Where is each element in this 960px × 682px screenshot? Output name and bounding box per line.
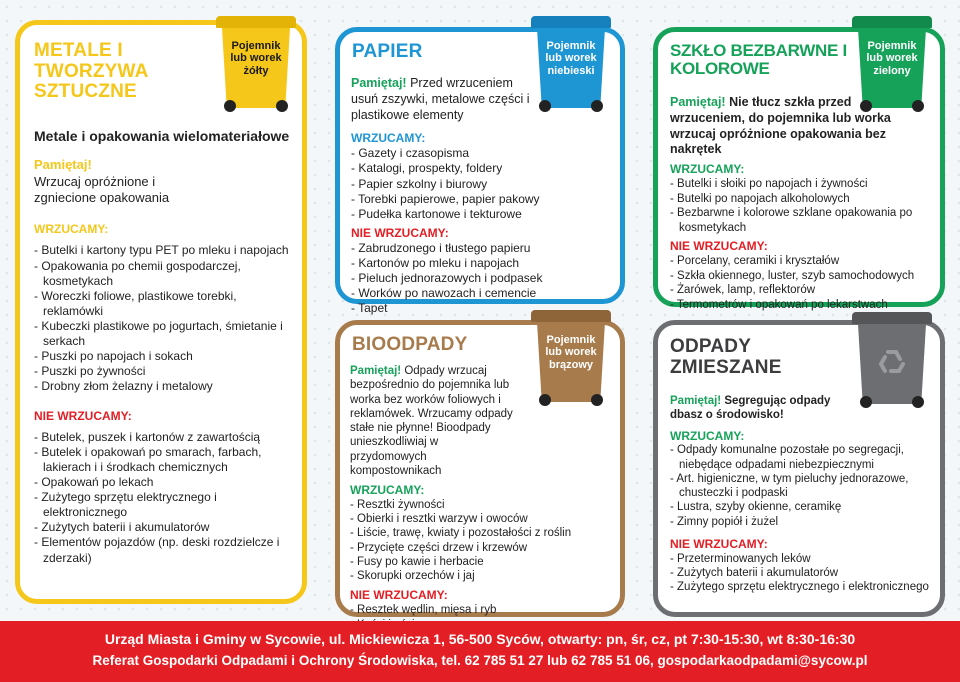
section-yes: WRZUCAMY: [670, 162, 745, 176]
list-item: - Butelki i słoiki po napojach i żywności [670, 177, 938, 191]
list-item: - Papier szkolny i biurowy [351, 177, 613, 192]
list-item: - Skorupki orzechów i jaj [350, 569, 616, 583]
note-text: Wrzucaj opróżnione i zgniecione opakowania [34, 173, 170, 205]
list-item: - Pieluch jednorazowych i podpasek [351, 271, 613, 286]
list-item: - Zużytych baterii i akumulatorów [34, 520, 296, 535]
yes-list [670, 177, 938, 235]
card-title: SZKŁO BEZBARWNE I KOLOROWE [670, 41, 847, 79]
yellow-bin-icon [216, 16, 296, 116]
no-list [34, 430, 296, 566]
list-item: - Elementów pojazdów (np. deski rozdzielcze i zderzaki) [34, 535, 296, 565]
list-item: - Butelki po napojach alkoholowych [670, 192, 938, 206]
note-title: Pamiętaj! [350, 365, 402, 377]
list-item: - Torebki papierowe, papier pakowy [351, 192, 613, 207]
note-title: Pamiętaj! [34, 157, 92, 173]
section-yes: WRZUCAMY: [670, 428, 745, 443]
list-item: - Butelek i opakowań po smarach, farbach, lakierach i i środkach chemicznych [34, 445, 296, 475]
footer-banner [0, 621, 960, 682]
list-item: - Zużytego sprzętu elektrycznego i elektronicznego [34, 490, 296, 520]
list-item: - Puszki po żywności [34, 364, 296, 379]
content-papier [351, 76, 613, 317]
list-item: - Zabrudzonego i tłustego papieru [351, 241, 613, 256]
content-zmieszane [670, 394, 940, 595]
list-item: - Lustra, szyby okienne, ceramikę [670, 500, 940, 514]
list-item: - Zużytego sprzętu elektrycznego i elektronicznego [670, 580, 940, 594]
list-item: - Obierki i resztki warzyw i owoców [350, 512, 616, 526]
note-text: Segregując odpady dbasz o środowisko! [670, 395, 831, 422]
list-item: - Drobny złom żelazny i metalowy [34, 379, 296, 394]
list-item: - Przycięte części drzew i krzewów [350, 541, 616, 555]
subhead: Metale i opakowania wielomateriałowe [34, 128, 290, 144]
list-item: - Fusy po kawie i herbacie [350, 555, 616, 569]
section-yes: WRZUCAMY: [350, 483, 425, 497]
footer-contact: Referat Gospodarki Odpadami i Ochrony Środowiska, tel. 62 785 51 27 lub 62 785 51 06, gospodarkaodpadami@sycow.pl [92, 653, 868, 668]
content-metale [34, 127, 296, 566]
note-text: Odpady wrzucaj bezpośrednio do pojemnika lub worka bez worków foliowych i reklamówek. Wrzucamy odpady stałe nie płynne! Bioodpady unieszkodliwiaj w przydomowych kompostownikach [350, 365, 513, 477]
yes-list [34, 243, 296, 394]
section-yes: WRZUCAMY: [351, 131, 426, 146]
list-item: - Butelek, puszek i kartonów z zawartością [34, 430, 296, 445]
section-no: NIE WRZUCAMY: [670, 239, 768, 254]
section-no: NIE WRZUCAMY: [350, 588, 448, 603]
bin-label: Pojemnik lub worek brązowy [545, 334, 597, 371]
no-list [670, 254, 938, 312]
list-item: - Woreczki foliowe, plastikowe torebki, reklamówki [34, 289, 296, 319]
no-list [670, 552, 940, 595]
section-yes: WRZUCAMY: [34, 222, 109, 237]
note-text: Przed wrzuceniem usuń zszywki, metalowe części i plastikowe elementy [351, 76, 530, 122]
list-item: - Art. higieniczne, w tym pieluchy jednorazowe, chusteczki i podpaski [670, 472, 940, 501]
list-item: - Opakowań po lekach [34, 475, 296, 490]
card-title: PAPIER [352, 41, 423, 62]
list-item: - Kartonów po mleku i napojach [351, 256, 613, 271]
card-title: BIOODPADY [352, 334, 468, 355]
list-item: - Tapet [351, 301, 613, 316]
list-item: - Gazety i czasopisma [351, 146, 613, 161]
note-text: Nie tłucz szkła przed wrzuceniem, do pojemnika lub worka wrzucaj opróżnione opakowania bez nakrętek [670, 95, 891, 157]
section-no: NIE WRZUCAMY: [34, 408, 132, 423]
footer-address: Urząd Miasta i Gminy w Sycowie, ul. Mickiewicza 1, 56-500 Syców, otwarty: pn, śr, cz, pt 7:30-15:30, wt 8:30-16:30 [104, 631, 856, 647]
content-szklo [670, 95, 938, 312]
section-no: NIE WRZUCAMY: [670, 536, 768, 551]
note-title: Pamiętaj! [670, 395, 722, 407]
yes-list [670, 443, 940, 529]
no-list [351, 241, 613, 317]
note-title: Pamiętaj! [670, 95, 726, 109]
recycle-icon [876, 346, 908, 378]
list-item: - Zużytych baterii i akumulatorów [670, 566, 940, 580]
list-item: - Porcelany, ceramiki i kryształów [670, 254, 938, 268]
list-item: - Katalogi, prospekty, foldery [351, 161, 613, 176]
bin-label: Pojemnik lub worek niebieski [545, 40, 597, 77]
list-item: - Pudełka kartonowe i tekturowe [351, 207, 613, 222]
list-item: - Resztki żywności [350, 498, 616, 512]
card-title: METALE I TWORZYWA SZTUCZNE [34, 40, 148, 103]
note-title: Pamiętaj! [351, 76, 407, 90]
list-item: - Bezbarwne i kolorowe szklane opakowania po kosmetykach [670, 206, 938, 235]
list-item: - Przeterminowanych leków [670, 552, 940, 566]
yes-list [351, 146, 613, 222]
list-item: - Żarówek, lamp, reflektorów [670, 283, 938, 297]
bin-label: Pojemnik lub worek zielony [866, 40, 918, 77]
list-item: - Worków po nawozach i cemencie [351, 286, 613, 301]
list-item: - Szkła okiennego, luster, szyb samochodowych [670, 269, 938, 283]
card-title: ODPADY ZMIESZANE [670, 336, 782, 378]
list-item: - Puszki po napojach i sokach [34, 349, 296, 364]
list-item: - Liście, trawę, kwiaty i pozostałości z roślin [350, 526, 616, 540]
list-item: - Termometrów i opakowań po lekarstwach [670, 298, 938, 312]
content-bioodpady [350, 364, 616, 632]
list-item: - Resztek wędlin, mięsa i ryb [350, 603, 616, 617]
yes-list [350, 498, 616, 584]
list-item: - Butelki i kartony typu PET po mleku i napojach [34, 243, 296, 258]
list-item: - Zimny popiół i żużel [670, 515, 940, 529]
section-no: NIE WRZUCAMY: [351, 225, 449, 240]
bin-label: Pojemnik lub worek żółty [230, 40, 282, 77]
list-item: - Odpady komunalne pozostałe po segregacji, niebędące odpadami niebezpiecznymi [670, 443, 940, 472]
list-item: - Opakowania po chemii gospodarczej, kosmetykach [34, 259, 296, 289]
list-item: - Kubeczki plastikowe po jogurtach, śmietanie i serkach [34, 319, 296, 349]
